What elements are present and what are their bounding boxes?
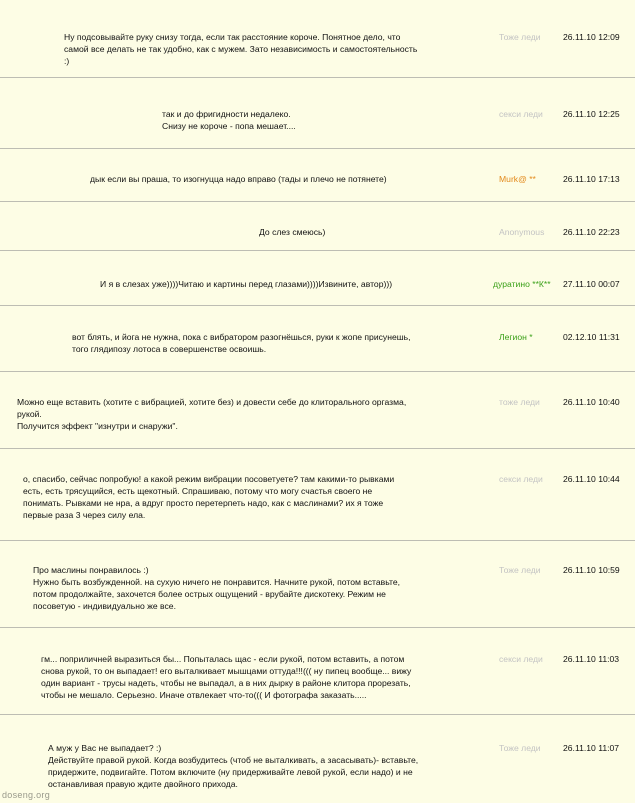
comment-date: 26.11.10 22:23 — [563, 227, 620, 237]
comment-separator — [0, 714, 635, 715]
comment-text: А муж у Вас не выпадает? :) Действуйте правой рукой. Когда возбудитесь (чтоб не выталкивать, а засасывать)- вставьте, придержите, подвигайте. Потом включите (ну придерживайте левой рукой, если надо) и не останавливая правую ждите двойного прихода. — [48, 743, 419, 789]
comment-text: о, спасибо, сейчас попробую! а какой режим вибрации посоветуете? там какими-то рывками есть, есть трясущийся, есть щекотный. Спрашиваю, потому что могу счастья своего не понимать. Рывками не нра, а вдруг просто перетерпеть надо, как с маслинами? их я тоже первые раза 3 через силу ела. — [23, 474, 395, 520]
comment-author[interactable]: Anonymous — [499, 227, 545, 237]
comment-date: 02.12.10 11:31 — [563, 332, 620, 342]
comment-text: Ну подсовывайте руку снизу тогда, если так расстояние короче. Понятное дело, что самой все делать не так удобно, как с мужем. Зато независимость и самостоятельность :) — [64, 32, 418, 66]
comment-author[interactable]: Тоже леди — [499, 565, 541, 575]
comment-separator — [0, 148, 635, 149]
comment-date: 26.11.10 11:07 — [563, 743, 620, 753]
comment-separator — [0, 371, 635, 372]
comment-text: вот блять, и йога не нужна, пока с вибратором разогнёшься, руки к жопе присунешь, того глядипозу лотоса в совершенстве освоишь. — [72, 332, 411, 354]
comment-date: 26.11.10 10:40 — [563, 397, 620, 407]
comment-date: 27.11.10 00:07 — [563, 279, 620, 289]
comment-author[interactable]: тоже леди — [499, 397, 540, 407]
comment-date: 26.11.10 10:59 — [563, 565, 620, 575]
comment-date: 26.11.10 10:44 — [563, 474, 620, 484]
comment-author[interactable]: Murk@ ** — [499, 174, 536, 184]
comment-separator — [0, 627, 635, 628]
comment-text: гм... поприличней выразиться бы... Попыталась щас - если рукой, потом вставить, а потом снова рукой, то он выпадает! его выталкивает мышцами оттуда!!!((( ну пипец вообще... вижу один вариант - трусы надеть, чтобы не выпадал, а в них дырку в районе клитора прорезать, чтобы не мешало. Серьезно. Иначе отвлекает что-то((( И фотографа заказать..... — [41, 654, 412, 700]
watermark: doseng.org — [2, 790, 51, 800]
comment-separator — [0, 448, 635, 449]
comment-author[interactable]: дуратино **К** — [493, 279, 551, 289]
comment-author[interactable]: Легион * — [499, 332, 533, 342]
comment-text: дык если вы праша, то изогнуцца надо вправо (тады и плечо не потянете) — [90, 174, 387, 184]
comment-date: 26.11.10 17:13 — [563, 174, 620, 184]
comment-date: 26.11.10 12:25 — [563, 109, 620, 119]
comment-separator — [0, 250, 635, 251]
comment-author[interactable]: Тоже леди — [499, 32, 541, 42]
comment-date: 26.11.10 12:09 — [563, 32, 620, 42]
comment-separator — [0, 77, 635, 78]
comment-author[interactable]: секси леди — [499, 654, 543, 664]
comment-text: Можно еще вставить (хотите с вибрацией, хотите без) и довести себе до клиторального оргазма, рукой. Получится эффект "изнутри и снаружи". — [17, 397, 407, 431]
comment-text: И я в слезах уже))))Читаю и картины перед глазами))))Извините, автор))) — [100, 279, 393, 289]
comment-author[interactable]: секси леди — [499, 474, 543, 484]
comment-author[interactable]: секси леди — [499, 109, 543, 119]
comment-separator — [0, 305, 635, 306]
comment-author[interactable]: Тоже леди — [499, 743, 541, 753]
comment-separator — [0, 540, 635, 541]
comment-text: До слез смеюсь) — [259, 227, 326, 237]
comment-text: Про маслины понравилось :) Нужно быть возбужденной. на сухую ничего не понравится. Начните рукой, потом вставьте, потом продолжайте, захочется более острых ощущений - врубайте дискотеку. Режим не посоветую - индивидуально же все. — [33, 565, 401, 611]
comment-text: так и до фригидности недалеко. Снизу не короче - попа мешает.... — [162, 109, 296, 131]
comment-date: 26.11.10 11:03 — [563, 654, 620, 664]
comment-separator — [0, 201, 635, 202]
